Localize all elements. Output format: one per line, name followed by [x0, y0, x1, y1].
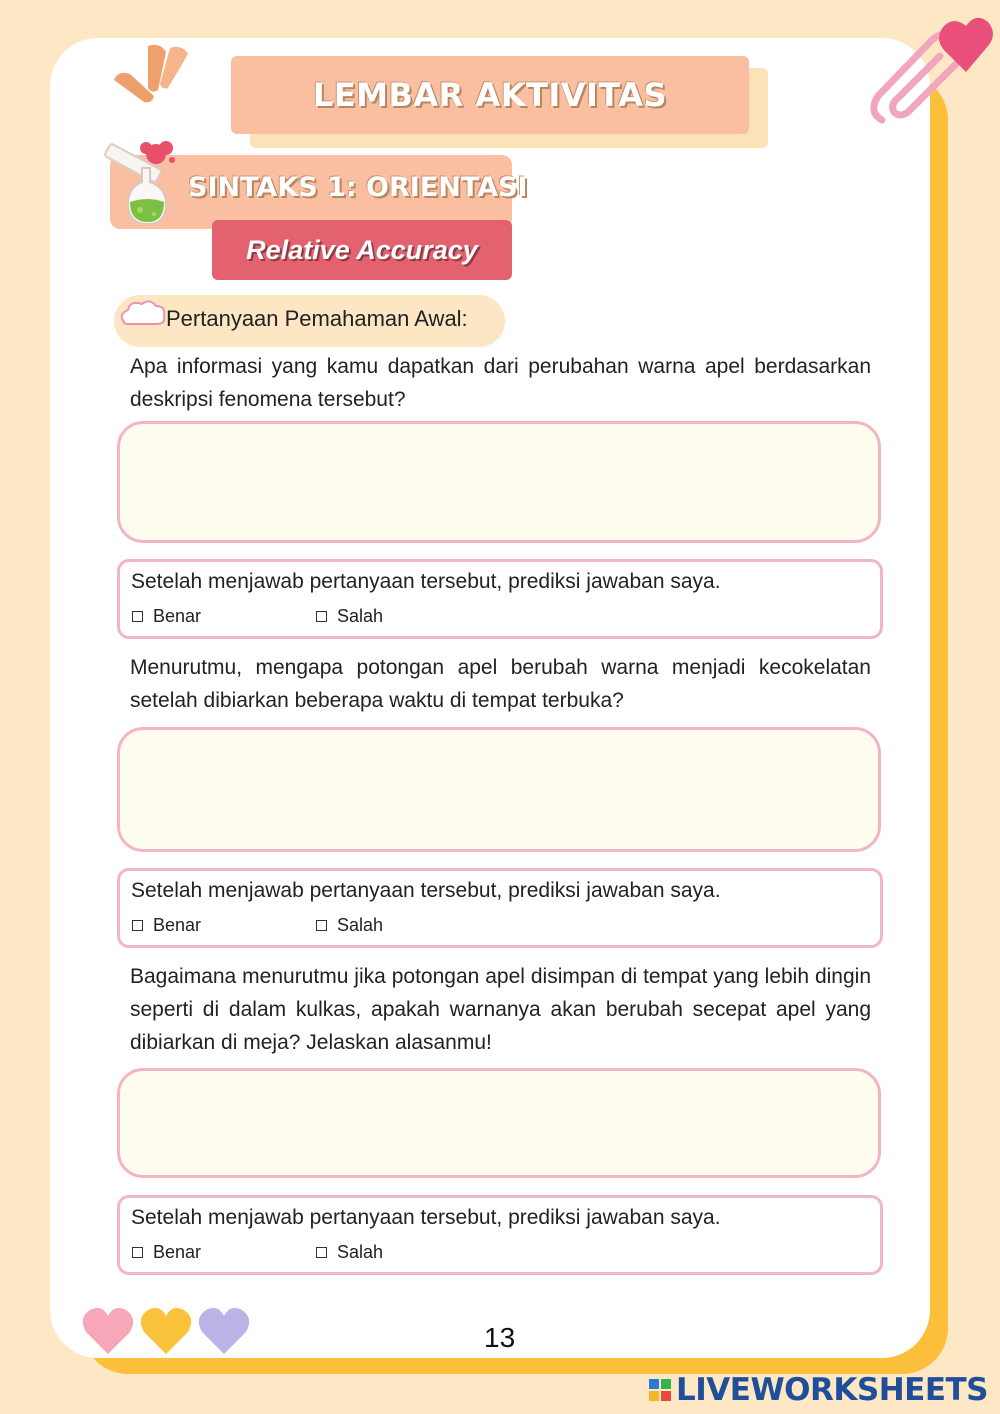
checkbox-icon[interactable]: [316, 920, 327, 931]
prediction-box-1: [117, 559, 883, 639]
checkbox-icon[interactable]: [132, 920, 143, 931]
option-label: Salah: [337, 1242, 384, 1262]
question-3: Bagaimana menurutmu jika potongan apel disimpan di tempat yang lebih dingin seperti di dalam kulkas, apakah warnanya akan berubah secepat apel yang dibiarkan di meja? Jelaskan alasanmu!: [130, 965, 871, 1054]
option-salah-2[interactable]: [316, 915, 383, 936]
intro-label: Pertanyaan Pemahaman Awal:: [166, 306, 468, 331]
option-benar-2[interactable]: [132, 915, 201, 936]
option-label: Benar: [153, 606, 202, 626]
subtitle: Relative Accuracy: [246, 234, 478, 265]
cloud-icon: [116, 296, 168, 330]
option-label: Salah: [337, 915, 384, 935]
question-2: Menurutmu, mengapa potongan apel berubah warna menjadi kecokelatan setelah dibiarkan beberapa waktu di tempat terbuka?: [130, 656, 871, 712]
option-benar-3[interactable]: [132, 1242, 201, 1263]
liveworksheets-logo[interactable]: [649, 1372, 988, 1408]
flask-icon: [98, 134, 194, 230]
prediction-text: Setelah menjawab pertanyaan tersebut, prediksi jawaban saya.: [131, 879, 721, 902]
prediction-box-2: [117, 868, 883, 948]
paperclip-heart-icon: [862, 0, 1000, 140]
page-number: 13: [484, 1322, 516, 1353]
title-banner: [231, 56, 749, 134]
prediction-box-3: [117, 1195, 883, 1275]
option-salah-1[interactable]: [316, 606, 383, 627]
page-title: LEMBAR AKTIVITAS: [312, 76, 668, 114]
answer-box-3[interactable]: [117, 1068, 881, 1178]
option-benar-1[interactable]: [132, 606, 201, 627]
sintaks-title: SINTAKS 1: ORIENTASI: [188, 172, 528, 203]
subtitle-banner: [212, 220, 512, 280]
option-label: Salah: [337, 606, 384, 626]
prediction-text: Setelah menjawab pertanyaan tersebut, prediksi jawaban saya.: [131, 1206, 721, 1229]
option-label: Benar: [153, 1242, 202, 1262]
answer-box-1[interactable]: [117, 421, 881, 543]
checkbox-icon[interactable]: [132, 611, 143, 622]
checkbox-icon[interactable]: [316, 611, 327, 622]
checkbox-icon[interactable]: [132, 1247, 143, 1258]
sparkle-icon: [108, 38, 198, 108]
checkbox-icon[interactable]: [316, 1247, 327, 1258]
option-label: Benar: [153, 915, 202, 935]
option-salah-3[interactable]: [316, 1242, 383, 1263]
hearts-icon: [80, 1304, 256, 1358]
logo-blocks-icon: [649, 1377, 673, 1403]
prediction-text: Setelah menjawab pertanyaan tersebut, prediksi jawaban saya.: [131, 570, 721, 593]
brand-text: LIVEWORKSHEETS: [676, 1372, 988, 1408]
question-1: Apa informasi yang kamu dapatkan dari perubahan warna apel berdasarkan deskripsi fenomena tersebut?: [130, 355, 871, 411]
answer-box-2[interactable]: [117, 727, 881, 852]
